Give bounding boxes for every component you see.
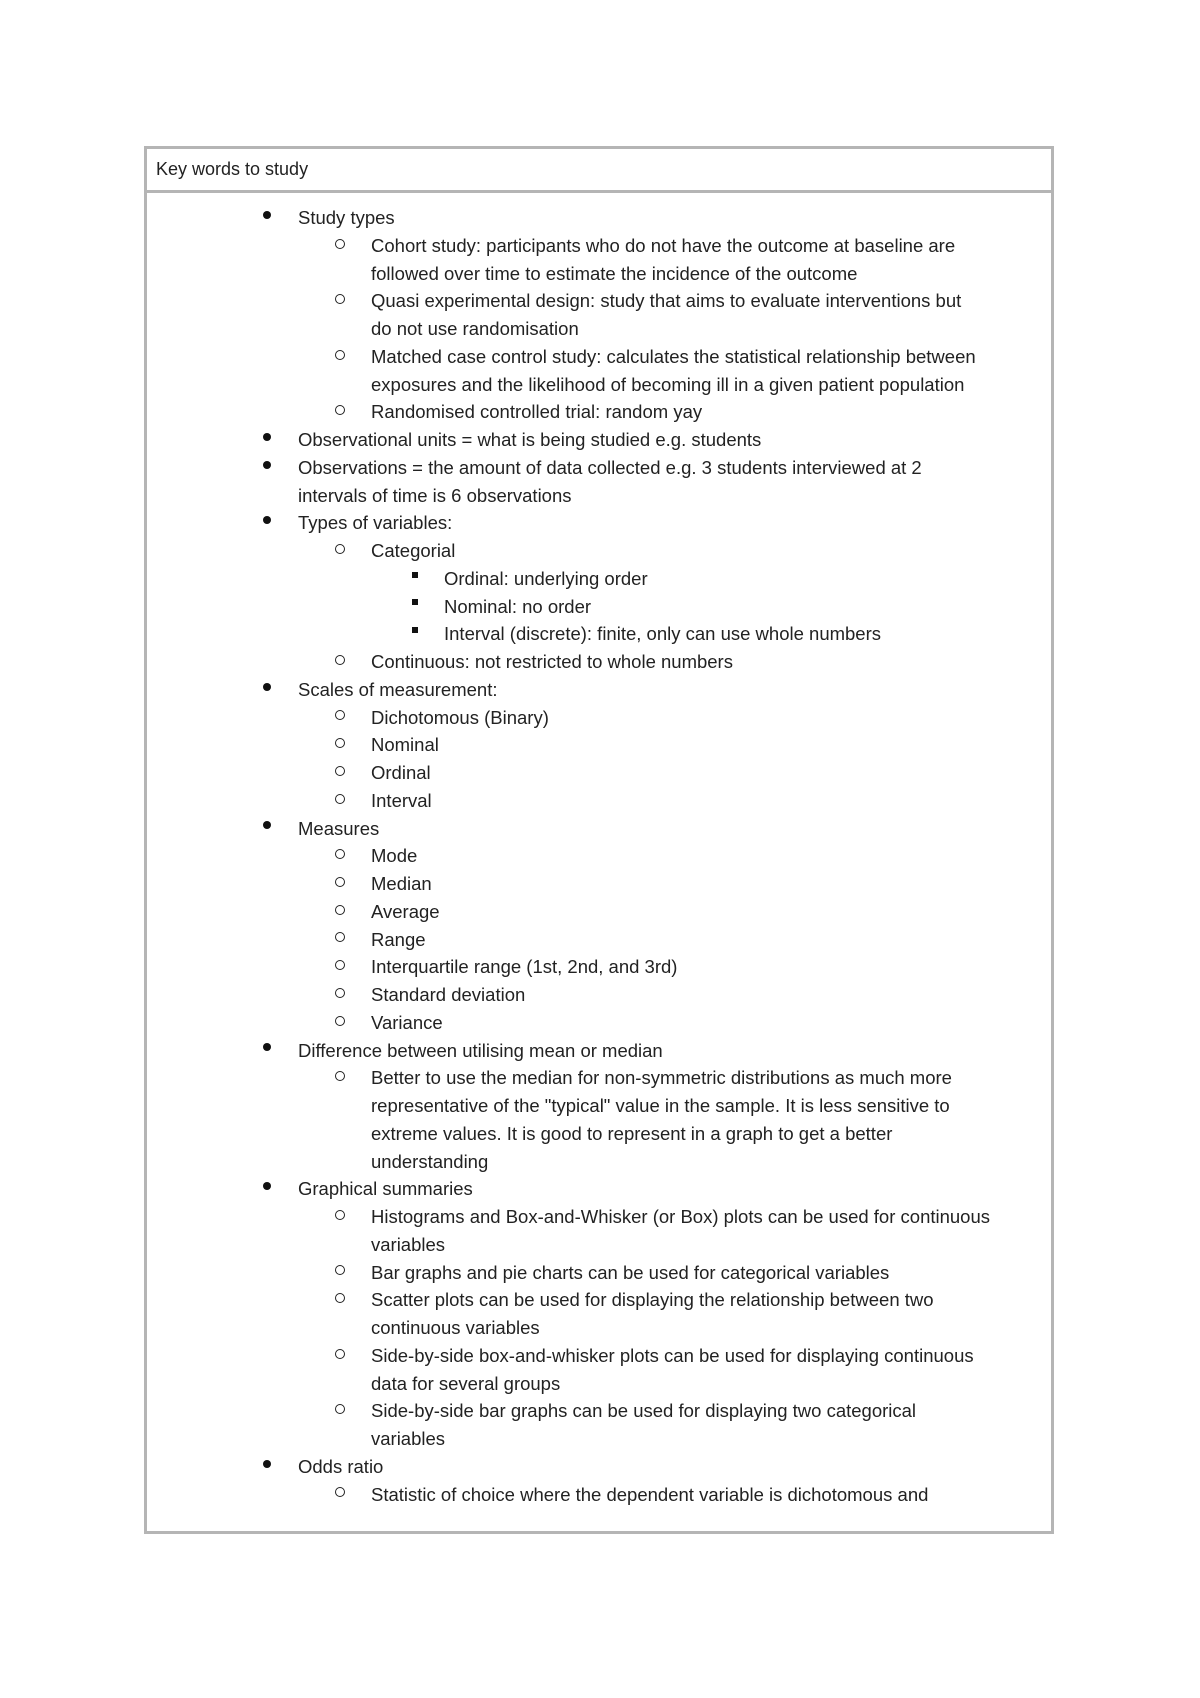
list-item bbox=[147, 981, 1051, 1009]
list-item bbox=[147, 898, 1051, 926]
list-item-text: Categorial bbox=[371, 540, 456, 561]
list-item bbox=[147, 454, 1051, 482]
list-item-text: Interval (discrete): finite, only can use whole numbers bbox=[444, 623, 882, 645]
circle-bullet-icon bbox=[333, 759, 347, 787]
list-item bbox=[147, 1092, 1051, 1120]
circle-bullet-icon bbox=[333, 898, 347, 926]
circle-bullet-icon bbox=[333, 1259, 347, 1287]
list-item-text: Bar graphs and pie charts can be used for categorical variables bbox=[371, 1261, 890, 1283]
table-header bbox=[147, 149, 1051, 193]
disc-bullet-icon bbox=[260, 676, 274, 704]
circle-bullet-icon bbox=[333, 1481, 347, 1509]
circle-bullet-icon bbox=[333, 870, 347, 898]
list-item bbox=[147, 287, 1051, 315]
list-item bbox=[147, 204, 1051, 232]
list-item bbox=[147, 815, 1051, 843]
disc-bullet-icon bbox=[260, 204, 274, 232]
list-item-text: Side-by-side box-and-whisker plots can be used for displaying continuous bbox=[371, 1344, 974, 1366]
square-bullet-icon bbox=[409, 565, 421, 593]
list-item-text: Matched case control study: calculates the statistical relationship between bbox=[371, 345, 976, 367]
list-item bbox=[147, 371, 1051, 399]
circle-bullet-icon bbox=[333, 787, 347, 815]
list-item-text: continuous variables bbox=[371, 1317, 540, 1338]
list-item-text: Observations = the amount of data collected e.g. 3 students interviewed at 2 bbox=[298, 456, 922, 478]
notes-list bbox=[147, 193, 1051, 1508]
list-item-text: Dichotomous (Binary) bbox=[371, 706, 549, 728]
list-item bbox=[147, 953, 1051, 981]
list-item bbox=[147, 1481, 1051, 1509]
list-item bbox=[147, 565, 1051, 593]
disc-bullet-icon bbox=[260, 1453, 274, 1481]
list-item-text: Range bbox=[371, 928, 426, 950]
circle-bullet-icon bbox=[333, 1397, 347, 1425]
circle-bullet-icon bbox=[333, 1286, 347, 1314]
list-item-text: variables bbox=[371, 1428, 446, 1449]
disc-bullet-icon bbox=[260, 509, 274, 537]
list-item bbox=[147, 1175, 1051, 1203]
circle-bullet-icon bbox=[333, 953, 347, 981]
list-item-text: Ordinal: underlying order bbox=[444, 567, 648, 589]
circle-bullet-icon bbox=[333, 981, 347, 1009]
square-bullet-icon bbox=[409, 620, 421, 648]
square-bullet-icon bbox=[409, 593, 421, 621]
list-item-text: Randomised controlled trial: random yay bbox=[371, 401, 703, 423]
list-item-text: Scatter plots can be used for displaying the relationship between two bbox=[371, 1289, 934, 1311]
list-item bbox=[147, 648, 1051, 676]
list-item bbox=[147, 260, 1051, 288]
list-item bbox=[147, 704, 1051, 732]
circle-bullet-icon bbox=[333, 842, 347, 870]
list-item bbox=[147, 1397, 1051, 1425]
list-item bbox=[147, 1009, 1051, 1037]
list-item bbox=[147, 1259, 1051, 1287]
list-item-text: Average bbox=[371, 900, 440, 922]
circle-bullet-icon bbox=[333, 398, 347, 426]
list-item bbox=[147, 759, 1051, 787]
list-item bbox=[147, 926, 1051, 954]
list-item-text: Side-by-side bar graphs can be used for displaying two categorical bbox=[371, 1400, 917, 1422]
list-item bbox=[147, 593, 1051, 621]
list-item bbox=[147, 620, 1051, 648]
list-item bbox=[147, 1148, 1051, 1176]
list-item bbox=[147, 1425, 1051, 1453]
disc-bullet-icon bbox=[260, 1037, 274, 1065]
list-item bbox=[147, 1120, 1051, 1148]
circle-bullet-icon bbox=[333, 537, 347, 565]
circle-bullet-icon bbox=[333, 731, 347, 759]
list-item bbox=[147, 343, 1051, 371]
list-item bbox=[147, 1203, 1051, 1231]
list-item-text: Interval bbox=[371, 789, 432, 811]
list-item-text: data for several groups bbox=[371, 1372, 561, 1394]
list-item bbox=[147, 1231, 1051, 1259]
circle-bullet-icon bbox=[333, 232, 347, 260]
list-item bbox=[147, 842, 1051, 870]
list-item-text: Measures bbox=[298, 817, 380, 839]
circle-bullet-icon bbox=[333, 343, 347, 371]
list-item-text: Ordinal bbox=[371, 762, 431, 783]
list-item bbox=[147, 482, 1051, 510]
list-item-text: exposures and the likelihood of becoming ill in a given patient population bbox=[371, 373, 965, 395]
list-item bbox=[147, 232, 1051, 260]
notes-table bbox=[144, 146, 1054, 1534]
circle-bullet-icon bbox=[333, 287, 347, 315]
list-item-text: do not use randomisation bbox=[371, 318, 579, 339]
list-item-text: followed over time to estimate the incidence of the outcome bbox=[371, 262, 858, 284]
circle-bullet-icon bbox=[333, 704, 347, 732]
list-item bbox=[147, 426, 1051, 454]
list-item-text: representative of the "typical" value in the sample. It is less sensitive to bbox=[371, 1095, 950, 1116]
list-item-text: Types of variables: bbox=[298, 512, 453, 534]
list-item bbox=[147, 1342, 1051, 1370]
disc-bullet-icon bbox=[260, 454, 274, 482]
list-item bbox=[147, 509, 1051, 537]
list-item-text: Odds ratio bbox=[298, 1455, 384, 1477]
list-item bbox=[147, 676, 1051, 704]
list-item-text: variables bbox=[371, 1233, 446, 1255]
list-item bbox=[147, 731, 1051, 759]
list-item-text: Quasi experimental design: study that aims to evaluate interventions but bbox=[371, 290, 962, 312]
circle-bullet-icon bbox=[333, 1342, 347, 1370]
list-item bbox=[147, 315, 1051, 343]
list-item-text: Better to use the median for non-symmetric distributions as much more bbox=[371, 1067, 952, 1089]
list-item-text: intervals of time is 6 observations bbox=[298, 484, 572, 506]
list-item-text: Difference between utilising mean or median bbox=[298, 1039, 663, 1061]
list-item bbox=[147, 1286, 1051, 1314]
list-item-text: Study types bbox=[298, 207, 395, 228]
list-item bbox=[147, 1453, 1051, 1481]
circle-bullet-icon bbox=[333, 648, 347, 676]
list-item-text: Statistic of choice where the dependent variable is dichotomous and bbox=[371, 1483, 929, 1505]
circle-bullet-icon bbox=[333, 926, 347, 954]
list-item-text: Observational units = what is being studied e.g. students bbox=[298, 429, 762, 450]
list-item-text: Nominal bbox=[371, 734, 439, 756]
circle-bullet-icon bbox=[333, 1203, 347, 1231]
list-item-text: extreme values. It is good to represent in a graph to get a better bbox=[371, 1122, 893, 1144]
disc-bullet-icon bbox=[260, 1175, 274, 1203]
list-item-text: understanding bbox=[371, 1150, 489, 1172]
list-item-text: Graphical summaries bbox=[298, 1178, 473, 1200]
list-item-text: Variance bbox=[371, 1011, 443, 1033]
list-item bbox=[147, 398, 1051, 426]
list-item-text: Mode bbox=[371, 845, 418, 867]
list-item bbox=[147, 870, 1051, 898]
circle-bullet-icon bbox=[333, 1064, 347, 1092]
circle-bullet-icon bbox=[333, 1009, 347, 1037]
list-item bbox=[147, 1370, 1051, 1398]
list-item bbox=[147, 537, 1051, 565]
list-item bbox=[147, 1037, 1051, 1065]
list-item-text: Median bbox=[371, 873, 432, 894]
list-item-text: Standard deviation bbox=[371, 984, 526, 1005]
list-item bbox=[147, 787, 1051, 815]
list-item-text: Cohort study: participants who do not have the outcome at baseline are bbox=[371, 234, 956, 256]
list-item-text: Interquartile range (1st, 2nd, and 3rd) bbox=[371, 956, 678, 978]
list-item-text: Nominal: no order bbox=[444, 595, 592, 617]
disc-bullet-icon bbox=[260, 426, 274, 454]
page-title: Key words to study bbox=[156, 159, 309, 179]
list-item bbox=[147, 1064, 1051, 1092]
disc-bullet-icon bbox=[260, 815, 274, 843]
list-item bbox=[147, 1314, 1051, 1342]
list-item-text: Continuous: not restricted to whole numbers bbox=[371, 651, 733, 672]
list-item-text: Histograms and Box-and-Whisker (or Box) plots can be used for continuous bbox=[371, 1206, 991, 1227]
list-item-text: Scales of measurement: bbox=[298, 678, 498, 700]
